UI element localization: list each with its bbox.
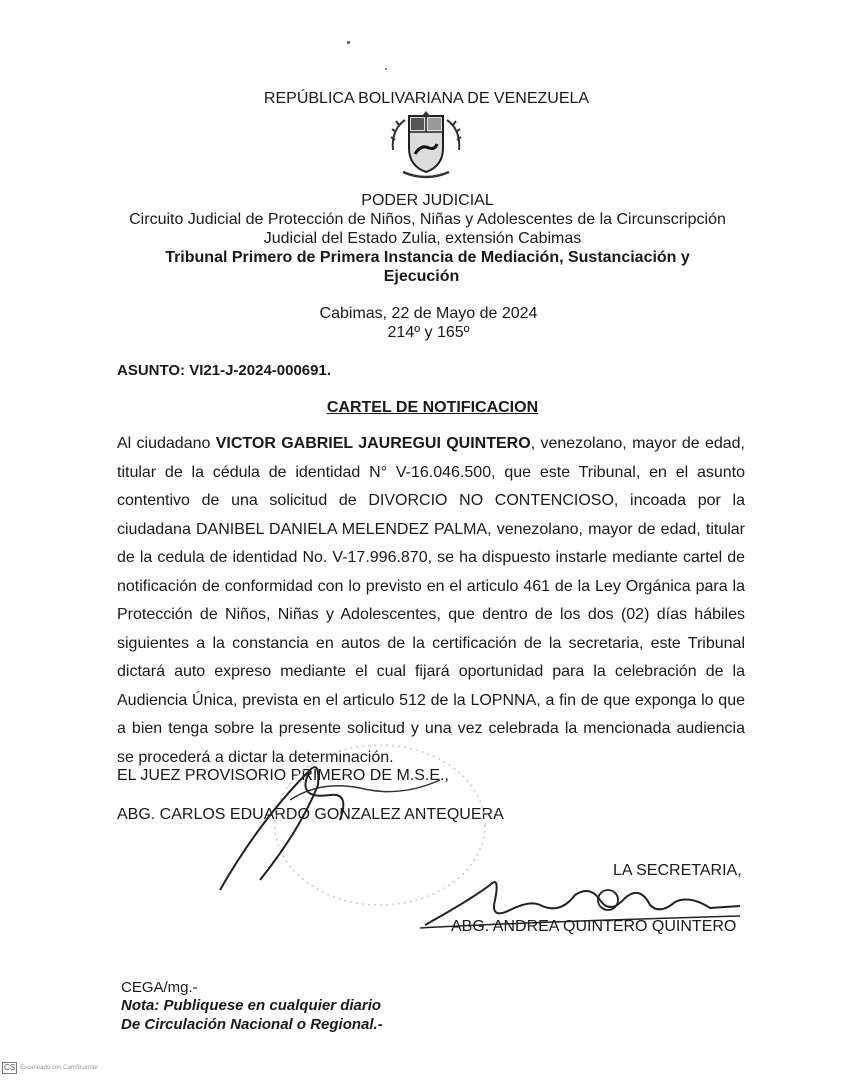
watermark-text: Escaneado con CamScanner <box>20 1065 99 1071</box>
publication-note-2: De Circulación Nacional o Regional.- <box>121 1016 383 1033</box>
secretary-name: ABG. ANDREA QUINTERO QUINTERO <box>451 918 737 935</box>
body-intro: Al ciudadano <box>117 435 216 452</box>
notification-body <box>117 430 745 772</box>
circuit-line-1: Circuito Judicial de Protección de Niños, Niñas y Adolescentes de la Circunscripción <box>129 211 726 228</box>
patriotic-years: 214º y 165º <box>387 324 470 341</box>
body-text: , venezolano, mayor de edad, titular de la cédula de identidad N° V-16.046.500, que este Tribunal, en el asunto contentivo de una solicitud de DIVORCIO NO CONTENCIOSO, incoada por la ciudadana DANIBEL DANIELA MELENDEZ PALMA, venezolano, mayor de edad, titular de la cedula de identidad No. V-17.996.870, se ha dispuesto instarle mediante cartel de notificación de conformidad con lo previsto en el articulo 461 de la Ley Orgánica para la Protección de Niños, Niñas y Adolescentes, que dentro de los dos (02) días hábiles siguientes a la constancia en autos de la certificación de la secretaria, este Tribunal dictará auto expreso mediante el cual fijará oportunidad para la celebración de la Audiencia Única, prevista en el articulo 512 de la LOPNNA, a fin de que exponga lo que a bien tenga sobre la presente solicitud y una vez celebrada la mencionada audiencia se procederá a dictar la determinación. <box>117 435 745 766</box>
judge-name: ABG. CARLOS EDUARDO GONZALEZ ANTEQUERA <box>117 806 504 823</box>
publication-note-1: Nota: Publiquese en cualquier diario <box>121 997 382 1014</box>
notified-citizen-name: VICTOR GABRIEL JAUREGUI QUINTERO <box>215 435 531 452</box>
scan-speck <box>385 68 387 70</box>
tribunal-line-1: Tribunal Primero de Primera Instancia de Mediación, Sustanciación y <box>165 249 690 266</box>
coat-of-arms-icon <box>385 110 467 182</box>
republic-heading: REPÚBLICA BOLIVARIANA DE VENEZUELA <box>263 90 590 107</box>
judicial-power-heading: PODER JUDICIAL <box>361 192 494 209</box>
camscanner-logo-icon: CS <box>4 1063 16 1072</box>
tribunal-line-2: Ejecución <box>383 268 460 285</box>
scan-speck <box>347 41 350 44</box>
circuit-line-2: Judicial del Estado Zulia, extensión Cabimas <box>263 230 582 247</box>
place-date: Cabimas, 22 de Mayo de 2024 <box>319 305 538 322</box>
initials: CEGA/mg.- <box>121 979 198 996</box>
judge-title: EL JUEZ PROVISORIO PRIMERO DE M.S.E., <box>117 767 449 784</box>
scanner-watermark <box>2 1062 98 1074</box>
secretary-title: LA SECRETARIA, <box>613 862 742 879</box>
case-subject: ASUNTO: VI21-J-2024-000691. <box>117 362 331 379</box>
document-title: CARTEL DE NOTIFICACION <box>326 399 539 416</box>
